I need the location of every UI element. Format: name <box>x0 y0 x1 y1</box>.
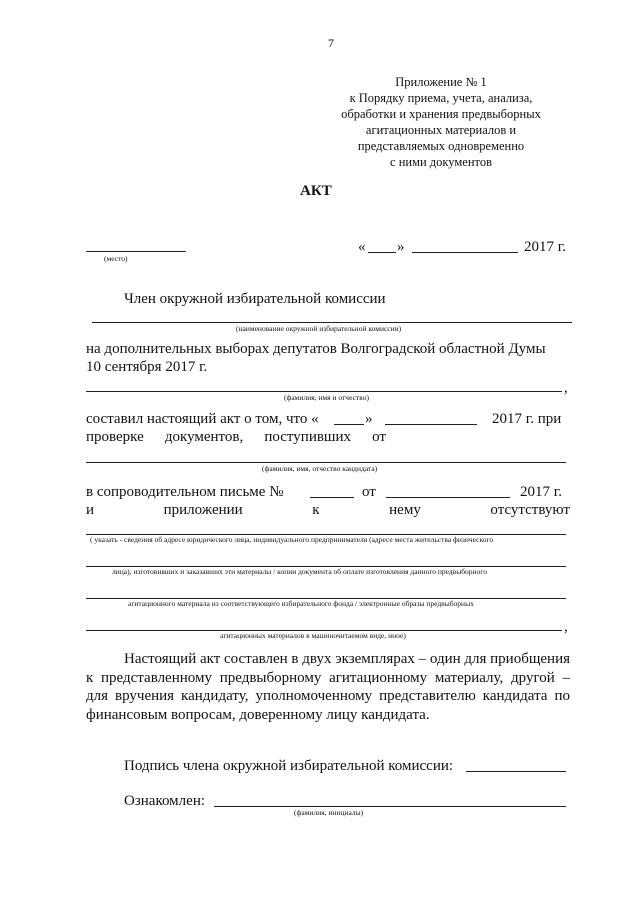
election-text: на дополнительных выборах депутатов Волгоградской областной Думы <box>86 341 546 357</box>
check-word: от <box>372 429 386 445</box>
check-word: поступивших <box>264 429 352 445</box>
date-month-field[interactable] <box>412 252 518 253</box>
commission-field[interactable] <box>92 322 572 323</box>
member-name-field[interactable] <box>86 391 562 392</box>
signature-field[interactable] <box>466 771 566 772</box>
signature-label: Подпись члена окружной избирательной комиссии: <box>124 758 454 774</box>
check-word: проверке <box>86 429 144 445</box>
page-number: 7 <box>328 36 334 50</box>
candidate-field[interactable] <box>86 462 566 463</box>
composed-year: 2017 г. при <box>492 411 562 427</box>
appendix-line: Приложение № 1 <box>395 75 487 89</box>
appendix-line: с ними документов <box>390 155 492 169</box>
composed-close-quote: » <box>365 411 373 427</box>
letter-from: от <box>362 484 376 500</box>
letter-text: в сопроводительном письме № <box>86 484 284 500</box>
final-paragraph: Настоящий акт составлен в двух экземплярах – один для приобщения к представленному предвыборному агитационному материалу, другой – для вручения кандидату, уполномоченному представителю кандидата по финансовым вопросам, доверенному лицу кандидата. <box>86 651 570 723</box>
date-year: 2017 г. <box>524 239 566 255</box>
comma: , <box>564 380 568 396</box>
letter-number-field[interactable] <box>310 497 354 498</box>
appendix-block <box>336 74 546 170</box>
attach-word: и <box>86 502 95 518</box>
appendix-line: агитационных материалов и <box>365 123 517 137</box>
check-line <box>86 428 386 446</box>
composed-month-field[interactable] <box>385 424 477 425</box>
candidate-caption: (фамилия, имя, отчество кандидата) <box>262 464 378 473</box>
detail-caption: агитационных материалов в машиночитаемом виде, иное) <box>220 631 406 640</box>
initials-caption: (фамилия, инициалы) <box>294 808 364 817</box>
attach-word: нему <box>389 502 421 518</box>
acquainted-label: Ознакомлен: <box>124 793 206 809</box>
date-close-quote: » <box>397 239 405 255</box>
letter-year: 2017 г. <box>520 484 562 500</box>
acquainted-field[interactable] <box>214 806 566 807</box>
composed-day-field[interactable] <box>334 424 364 425</box>
date-open-quote: « <box>358 239 366 255</box>
appendix-line: представляемых одновременно <box>357 139 525 153</box>
comma: , <box>564 619 568 635</box>
letter-date-field[interactable] <box>386 497 510 498</box>
election-date: 10 сентября 2017 г. <box>86 359 208 375</box>
member-line: Член окружной избирательной комиссии <box>124 291 386 307</box>
attach-word: отсутствуют <box>490 502 570 518</box>
document-title: АКТ <box>300 183 332 199</box>
detail-caption: агитационного материала из соответствующего избирательного фонда / электронные образы предвыборных <box>128 599 474 608</box>
name-caption: (фамилия, имя и отчество) <box>284 393 369 402</box>
appendix-line: обработки и хранения предвыборных <box>341 107 541 121</box>
detail-caption: ( указать - сведения об адресе юридического лица, индивидуального предпринимателя (адресе места жительства физического <box>90 535 494 544</box>
attach-word: приложении <box>163 502 243 518</box>
appendix-line: к Порядку приема, учета, анализа, <box>349 91 533 105</box>
attach-line <box>86 501 570 519</box>
check-word: документов, <box>164 429 244 445</box>
place-caption: (место) <box>104 254 128 263</box>
commission-caption: (наименование окружной избирательной комиссии) <box>236 324 402 333</box>
detail-caption: лица), изготовивших и заказавших эти материалы / копии документа об оплате изготовления данного предвыборного <box>112 567 487 576</box>
attach-word: к <box>312 502 320 518</box>
composed-text: составил настоящий акт о том, что « <box>86 411 319 427</box>
date-day-field[interactable] <box>368 252 396 253</box>
place-field[interactable] <box>86 251 186 252</box>
